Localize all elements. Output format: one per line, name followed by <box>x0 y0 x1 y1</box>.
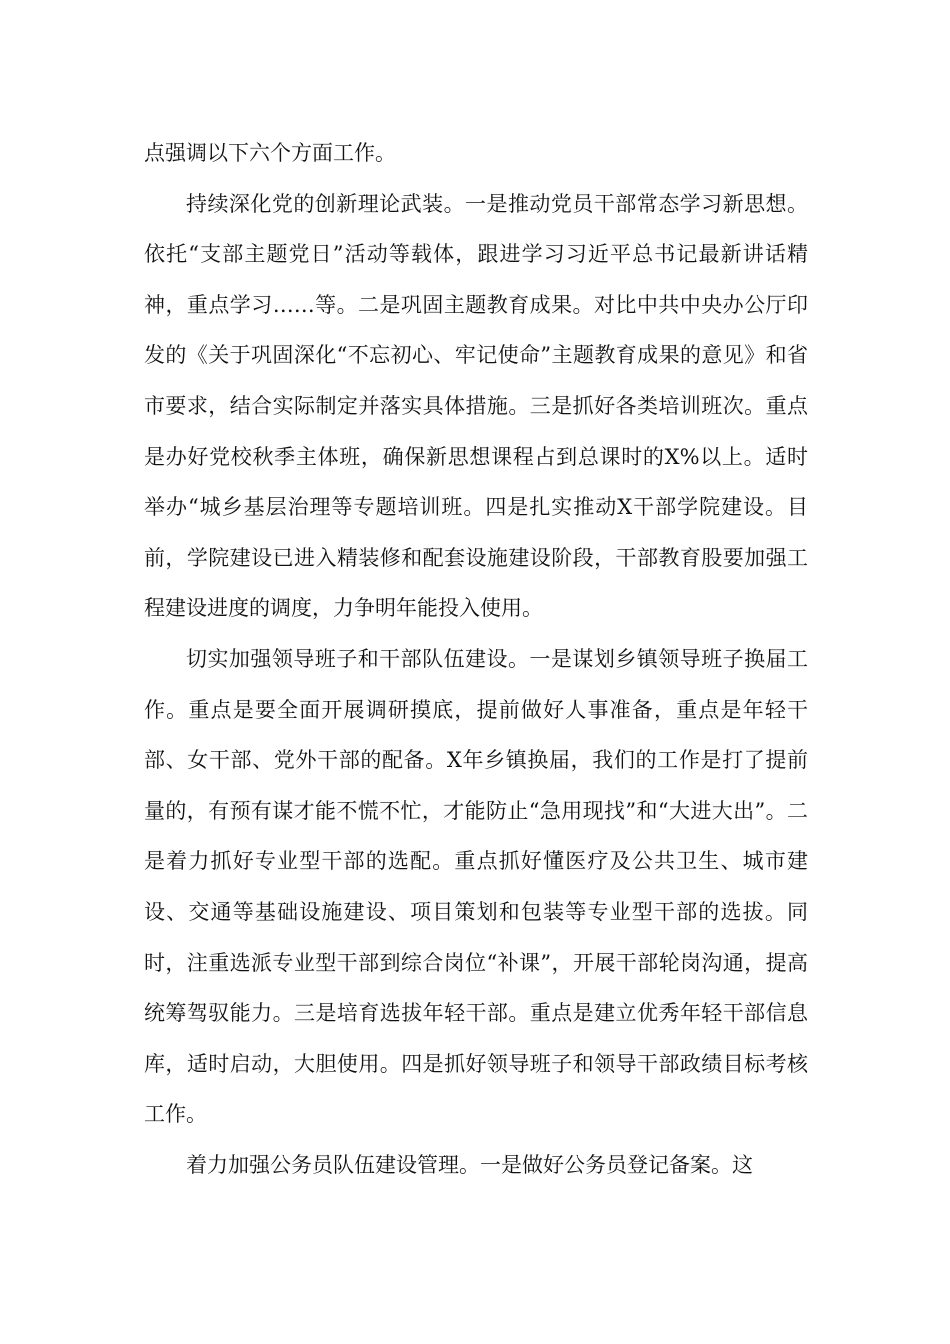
paragraph-civil-servants: 着力加强公务员队伍建设管理。一是做好公务员登记备案。这 <box>186 1152 753 1177</box>
paragraph-leadership-team: 切实加强领导班子和干部队伍建设。一是谋划乡镇领导班子换届工作。重点是要全面开展调研摸底，提前做好人事准备，重点是年轻干部、女干部、党外干部的配备。X年乡镇换届，我们的工作是打了提前量的，有预有谋才能不慌不忙，才能防止“急用现找”和“大进大出”。二是着力抓好专业型干部的选配。重点抓好懂医疗及公共卫生、城市建设、交通等基础设施建设、项目策划和包装等专业型干部的选拔。同时，注重选派专业型干部到综合岗位“补课”，开展干部轮岗沟通，提高统筹驾驭能力。三是培育选拔年轻干部。重点是建立优秀年轻干部信息库，适时启动，大胆使用。四是抓好领导班子和领导干部政绩目标考核工作。 <box>144 646 808 1127</box>
document-page <box>144 128 808 1190</box>
paragraph-continuation: 点强调以下六个方面工作。 <box>144 141 396 165</box>
paragraph-theory-study: 持续深化党的创新理论武装。一是推动党员干部常态学习新思想。依托“支部主题党日”活动等载体，跟进学习习近平总书记最新讲话精神，重点学习……等。二是巩固主题教育成果。对比中共中央办公厅印发的《关于巩固深化“不忘初心、牢记使命”主题教育成果的意见》和省市要求，结合实际制定并落实具体措施。三是抓好各类培训班次。重点是办好党校秋季主体班，确保新思想课程占到总课时的X%以上。适时举办“城乡基层治理等专题培训班。四是扎实推动X干部学院建设。目前，学院建设已进入精装修和配套设施建设阶段，干部教育股要加强工程建设进度的调度，力争明年能投入使用。 <box>144 191 808 621</box>
